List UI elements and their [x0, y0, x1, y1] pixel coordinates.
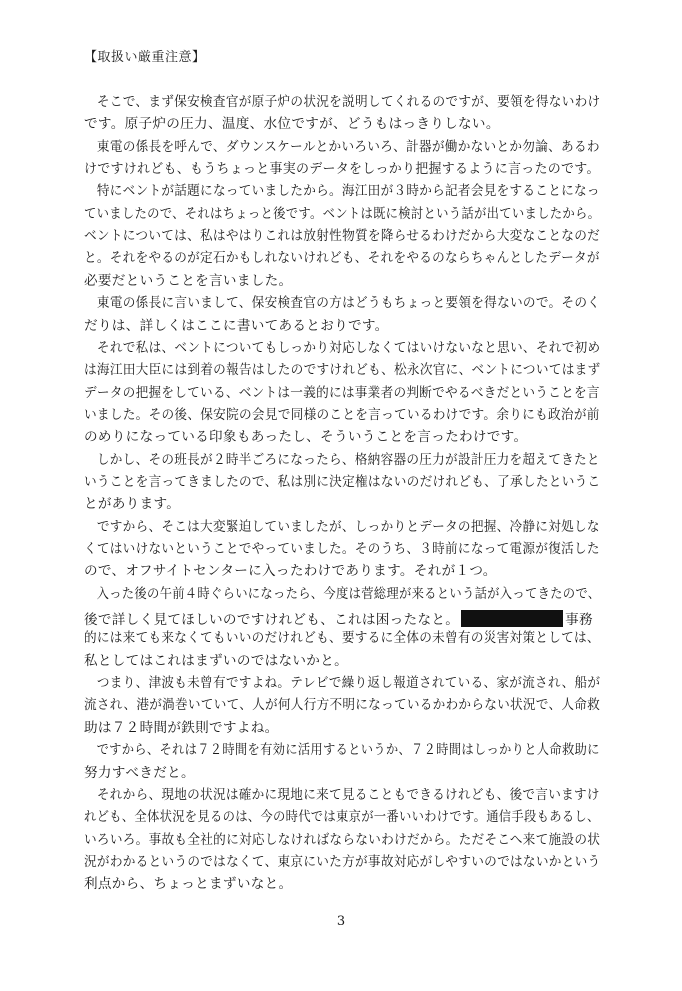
text-line-content: ですから、それは７２時間を有効に活用するというか、７２時間はしっかりと人命救助に — [84, 742, 600, 759]
text-line-content: とがあります。 — [84, 496, 181, 513]
text-line-content: 助は７２時間が鉄則ですよね。 — [84, 719, 279, 736]
text-line-content: それで私は、ベントについてもしっかり対応しなくてはいけないなと思い、それで初め — [84, 339, 601, 356]
text-line — [84, 632, 600, 646]
text-line — [84, 185, 600, 199]
text-line-content: と。それをやるのが定石かもしれないけれども、それをやるのならちゃんとしたデータが — [84, 250, 600, 267]
page-number: 3 — [336, 914, 346, 929]
text-line — [84, 163, 600, 177]
text-line-content: ベントについては、私はやはりこれは放射性物質を降らせるわけだから大変なことなのだ — [84, 228, 601, 245]
redaction-block — [461, 610, 563, 627]
text-line-content: のめりになっている印象もあったし、そういうことを言ったわけです。 — [84, 429, 528, 446]
text-line-content: いろいろ。事故も全社的に対応しなければならないわけだから。ただそこへ来て施設の状 — [84, 831, 601, 848]
text-line-content: つまり、津波も未曾有ですよね。テレビで繰り返し報道されている、家が流され、船が — [84, 675, 601, 692]
text-line-content: 必要だということを言いました。 — [84, 272, 293, 289]
text-line-content: データの把握をしている、ベントは一義的には事業者の判断でやるべきだということを言 — [84, 384, 600, 401]
text-line-content: 利点から、ちょっとまずいなと。 — [84, 876, 293, 893]
text-line-content: 入った後の午前４時ぐらいになったら、今度は菅総理が来るという話が入ってきたので、 — [84, 585, 601, 602]
text-line-content: いうことを言ってきましたので、私は別に決定権はないのだけれども、了承したというこ — [84, 473, 601, 490]
text-line — [84, 518, 600, 535]
text-line — [84, 878, 292, 892]
text-line-content: は海江田大臣には到着の報告はしたのですけれども、松永次官に、ベントについてはまず — [84, 362, 601, 379]
text-line — [84, 230, 600, 244]
text-line-content: 的には来ても来なくてもいいのだけれども、要するに全体の未曾有の災害対策としては、 — [84, 630, 600, 647]
text-line — [84, 473, 601, 490]
text-line — [84, 853, 601, 870]
text-line — [84, 744, 600, 758]
text-line — [84, 451, 600, 468]
text-line — [84, 96, 600, 110]
text-line-content: いました。その後、保安院の会見で同様のことを言っているわけです。余りにも政治が前 — [84, 406, 600, 423]
text-line — [84, 339, 601, 356]
text-line-content: 東電の係長を呼んで、ダウンスケールとかいろいろ、計器が働かないとか勿論、あるわ — [84, 138, 600, 155]
text-line-content: 況がわかるというのではなくて、東京にいた方が事故対応がしやすいのではないかという — [84, 853, 601, 870]
text-line — [84, 652, 348, 669]
text-line — [84, 699, 600, 713]
text-line-content: 後で詳しく見てほしいのですけれども、これは困ったなと。 — [84, 612, 460, 629]
text-line — [84, 565, 497, 579]
text-line — [84, 205, 601, 222]
text-line — [84, 364, 600, 378]
text-line — [84, 252, 600, 266]
text-line-content: れども、全体状況を見るのは、今の時代では東京が一番いいわけです。通信手段もあるし、 — [84, 809, 600, 826]
text-line-content: 特にベントが話題になっていましたから。海江田が３時から記者会見をすることになっ — [84, 183, 600, 200]
confidential-header: 【取扱い厳重注意】 — [84, 50, 206, 65]
text-line-content: ですから、そこは大変緊迫していましたが、しっかりとデータの把握、冷静に対処しな — [84, 518, 600, 535]
text-line-content: それから、現地の状況は確かに現地に来て見ることもできるけれども、後で言いますけ — [84, 786, 600, 803]
text-line-content: けですけれども、もうちょっと事実のデータをしっかり把握するように言ったのです。 — [84, 161, 600, 178]
text-line — [84, 118, 500, 132]
text-line — [84, 811, 600, 825]
text-line — [84, 764, 195, 781]
text-line — [84, 585, 601, 602]
text-line-content: ので、オフサイトセンターに入ったわけであります。それが１つ。 — [84, 563, 497, 580]
text-line-content: 流され、港が渦巻いていて、人が何人行方不明になっているかわからない状況で、人命救 — [84, 697, 601, 714]
text-line-content: だりは、詳しくはここに書いてあるとおりです。 — [84, 317, 389, 334]
text-line — [84, 610, 593, 628]
text-line-content: です。原子炉の圧力、温度、水位ですが、どうもはっきりしない。 — [84, 116, 500, 133]
text-line — [84, 677, 600, 691]
text-line — [84, 317, 389, 334]
text-line — [84, 719, 279, 736]
text-line-content: ていましたので、それはちょっと後です。ベントは既に検討という話が出ていましたから。 — [84, 205, 601, 222]
text-line — [84, 543, 600, 557]
text-line — [84, 498, 180, 512]
text-line-content: 努力すべきだと。 — [84, 764, 195, 781]
text-line — [84, 431, 527, 445]
text-line-content: 私としてはこれはまずいのではないかと。 — [84, 652, 348, 669]
text-line-tail: 事務 — [565, 612, 593, 629]
text-line-content: くてはいけないということでやっていました。そのうち、３時前になって電源が復活した — [84, 541, 600, 557]
text-line-content: そこで、まず保安検査官が原子炉の状況を説明してくれるのですが、要領を得ないわけ — [84, 94, 601, 110]
text-line — [84, 297, 600, 311]
text-line — [84, 786, 600, 803]
text-line-content: しかし、その班長が２時半ごろになったら、格納容器の圧力が設計圧力を超えてきたと — [84, 451, 600, 468]
text-line — [84, 272, 293, 289]
text-line — [84, 831, 601, 848]
text-line-content: 東電の係長に言いまして、保安検査官の方はどうもちょっと要領を得ないので。そのく — [84, 295, 601, 312]
text-line — [84, 384, 600, 401]
text-line — [84, 406, 600, 423]
text-line — [84, 138, 600, 155]
